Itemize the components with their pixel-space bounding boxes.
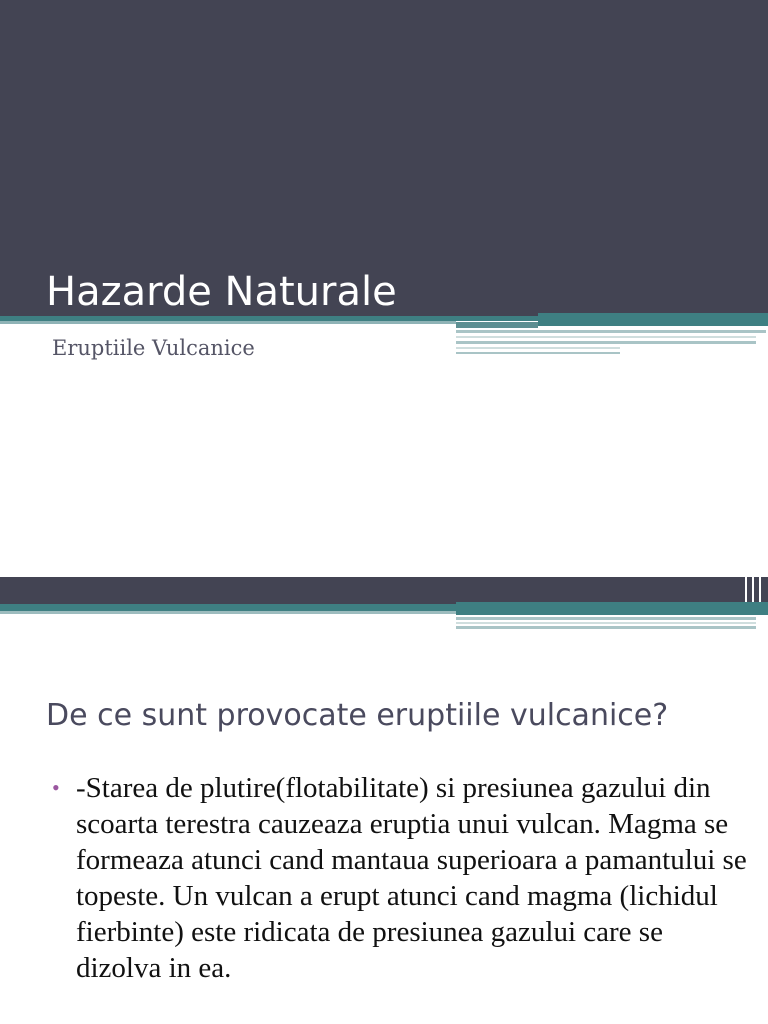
slide-heading: De ce sunt provocate eruptiile vulcanice? [46, 698, 669, 733]
header-banner [0, 577, 768, 604]
bullet-list [52, 770, 752, 986]
accent-stripe [538, 313, 768, 326]
accent-stripe [456, 352, 620, 354]
bullet-text: -Starea de plutire(flotabilitate) si presiunea gazului din scoarta terestra cauzeaza eruptia unui vulcan. Magma se formeaza atunci cand mantaua superioara a pamantului se topeste. Un vulcan a erupt atunci cand magma (lichidul fierbinte) este ridicata de presiunea gazului care se dizolva in ea. [76, 772, 747, 984]
accent-stripe [0, 321, 456, 324]
accent-stripe [0, 611, 456, 614]
accent-stripe [456, 602, 768, 615]
accent-stripe [456, 341, 756, 344]
accent-stripe [456, 336, 756, 338]
accent-stripe [456, 322, 538, 328]
bullet-icon: • [52, 775, 60, 800]
bullet-item [52, 770, 752, 986]
slide-subtitle: Eruptiile Vulcanice [52, 336, 255, 360]
accent-stripe [0, 604, 456, 611]
accent-stripe [456, 626, 756, 629]
accent-stripe [456, 622, 756, 624]
accent-stripe [456, 347, 620, 349]
accent-stripe [456, 330, 766, 333]
accent-stripe [456, 617, 756, 620]
slide-title: Hazarde Naturale [46, 269, 397, 315]
